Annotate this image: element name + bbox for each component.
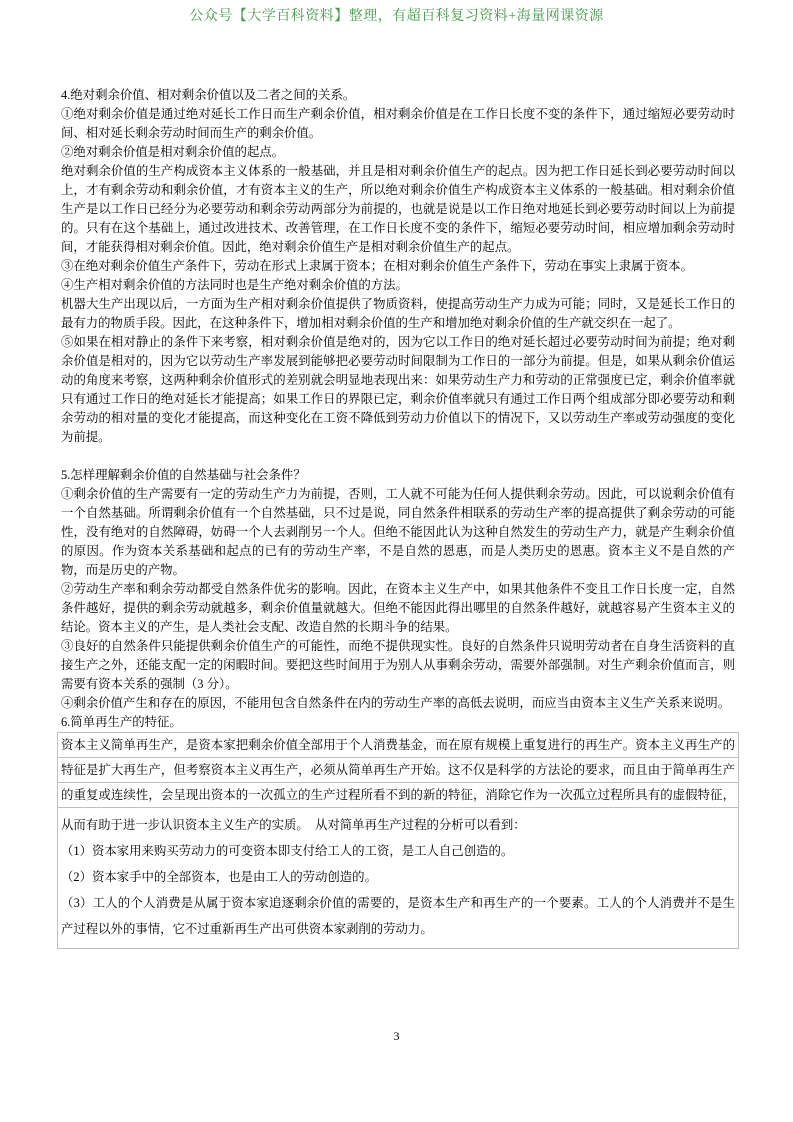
paragraph: ①剩余价值的生产需要有一定的劳动生产力为前提，否则，工人就不可能为任何人提供剩余劳动。因此，可以说剩余价值有一个自然基础。所谓剩余价值有一个自然基础，只不过是说，同自然条件相联系的劳动生产率的提高提供了剩余劳动的可能性，没有绝对的自然障碍，妨碍一个人去剥削另一个人。但绝不能因此认为这种自然发生的劳动生产力，就是产生剩余价值的原因。作为资本关系基础和起点的已有的劳动生产率，不是自然的恩惠，而是人类历史的恩惠。资本主义不是自然的产物，而是历史的产物。: [61, 487, 735, 577]
paragraph: ④剩余价值产生和存在的原因，不能用包含自然条件在内的劳动生产率的高低去说明，而应当由资本主义生产关系来说明。: [61, 696, 731, 710]
annotation-box-line: 资本主义简单再生产，是资本家把剩余价值全部用于个人消费基金，而在原有规模上重复进行的再生产。资本主义再生产的: [57, 732, 739, 758]
document-body: [61, 86, 735, 949]
paragraph: 从而有助于进一步认识资本主义生产的实质。 从对简单再生产过程的分析可以看到：: [61, 818, 526, 832]
section-question-6: [61, 713, 735, 949]
annotation-box-line: 特征是扩大再生产，但考察资本主义再生产，必须从简单再生产开始。这不仅是科学的方法论的要求，而且由于简单再生产: [57, 757, 739, 783]
section-5-title: 5.怎样理解剩余价值的自然基础与社会条件？: [61, 468, 306, 482]
section-4-title: 4.绝对剩余价值、相对剩余价值以及二者之间的关系。: [61, 88, 356, 102]
paragraph: ②绝对剩余价值是相对剩余价值的起点。: [61, 145, 285, 159]
paragraph: （1）资本家用来购买劳动力的可变资本即支付给工人的工资，是工人自己创造的。: [61, 844, 514, 858]
paragraph: ②劳动生产率和剩余劳动都受自然条件优劣的影响。因此，在资本主义生产中，如果其他条件不变且工作日长度一定，自然条件越好，提供的剩余劳动就越多，剩余价值量就越大。但绝不能因此得出哪里的自然条件越好，就越容易产生资本主义的结论。资本主义的产生，是人类社会支配、改造自然的长期斗争的结果。: [61, 582, 735, 634]
section-question-5: [61, 466, 735, 713]
paragraph: ⑤如果在相对静止的条件下来考察，相对剩余价值是绝对的，因为它以工作日的绝对延长超过必要劳动时间为前提；绝对剩余价值是相对的，因为它以劳动生产率发展到能够把必要劳动时间限制为工作日的一部分为前提。但是，如果从剩余价值运动的角度来考察，这两种剩余价值形式的差别就会明显地表现出来：如果劳动生产力和劳动的正常强度已定，剩余价值率就只有通过工作日的绝对延长才能提高；如果工作日的界限已定，剩余价值率就只有通过工作日两个组成部分即必要劳动和剩余劳动的相对量的变化才能提高，而这种变化在工资不降低到劳动力价值以下的情况下，又以劳动生产率或劳动强度的变化为前提。: [61, 335, 735, 444]
paragraph: （2）资本家手中的全部资本，也是由工人的劳动创造的。: [61, 870, 377, 884]
section-6-title: 6.简单再生产的特征。: [61, 715, 182, 729]
section-gap: [61, 447, 735, 466]
annotation-box-block: [57, 807, 739, 949]
paragraph: 绝对剩余价值的生产构成资本主义体系的一般基础，并且是相对剩余价值生产的起点。因为把工作日延长到必要劳动时间以上，才有剩余劳动和剩余价值，才有资本主义的生产，所以绝对剩余价值生产构成资本主义体系的一般基础。相对剩余价值生产是以工作日已经分为必要劳动和剩余劳动两部分为前提的，也就是说是以工作日绝对地延长到必要劳动时间以上为前提的。只有在这个基础上，通过改进技术、改善管理，在工作日长度不变的条件下，缩短必要劳动时间，相应增加剩余劳动时间，才能获得相对剩余价值。因此，绝对剩余价值生产是相对剩余价值生产的起点。: [61, 164, 735, 254]
section-question-4: [61, 86, 735, 447]
paragraph: 机器大生产出现以后，一方面为生产相对剩余价值提供了物质资料，使提高劳动生产力成为可能；同时，又是延长工作日的最有力的物质手段。因此，在这种条件下，增加相对剩余价值的生产和增加绝对剩余价值的生产就交织在一起了。: [61, 297, 735, 330]
paragraph: ④生产相对剩余价值的方法同时也是生产绝对剩余价值的方法。: [61, 278, 408, 292]
paragraph: ③在绝对剩余价值生产条件下，劳动在形式上隶属于资本；在相对剩余价值生产条件下，劳动在事实上隶属于资本。: [61, 259, 693, 273]
page-number: 3: [393, 1029, 400, 1043]
annotation-box-line: 的重复或连续性，会呈现出资本的一次孤立的生产过程所看不到的新的特征，消除它作为一次孤立过程所具有的虚假特征，: [57, 782, 739, 808]
paragraph: ①绝对剩余价值是通过绝对延长工作日而生产剩余价值，相对剩余价值是在工作日长度不变的条件下，通过缩短必要劳动时间、相对延长剩余劳动时间而生产的剩余价值。: [61, 107, 735, 140]
paragraph: ③良好的自然条件只能提供剩余价值生产的可能性，而绝不提供现实性。良好的自然条件只说明劳动者在自身生活资料的直接生产之外，还能支配一定的闲暇时间。要把这些时间用于为别人从事剩余劳动，需要外部强制。对生产剩余价值而言，则需要有资本关系的强制（3 分）。: [61, 639, 735, 691]
paragraph: （3）工人的个人消费是从属于资本家追逐剩余价值的需要的，是资本生产和再生产的一个要素。工人的个人消费并不是生产过程以外的事情，它不过重新再生产出可供资本家剥削的劳动力。: [61, 896, 735, 936]
page-header-watermark: 公众号【大学百科资料】整理，有超百科复习资料+海量网课资源: [189, 9, 604, 24]
